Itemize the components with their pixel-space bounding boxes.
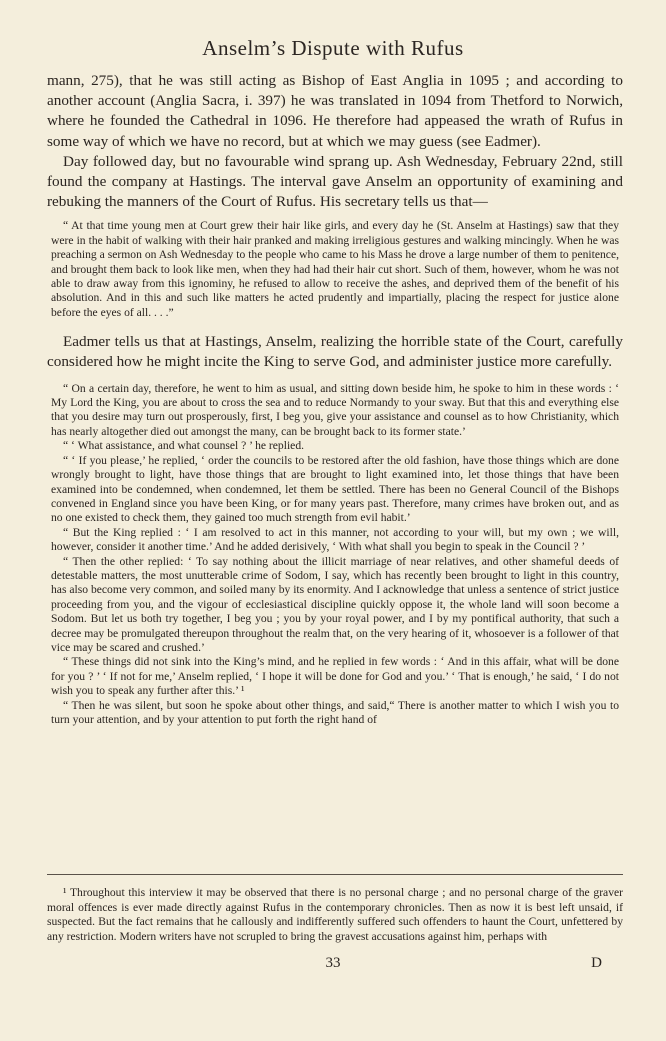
quote-paragraph: “ ‘ What assistance, and what counsel ? ’ he replied. <box>63 439 305 453</box>
block-quote-hair <box>47 219 623 320</box>
footnote <box>47 886 623 944</box>
quote-paragraph: “ Then the other replied: ‘ To say nothing about the illicit marriage of near relatives, and other shameful deeds of detestable matters, the most unutterable crime of Sodom, I say, which has recently been brought to light in this country, has also become very common, and soiled many by its enormity. And I acknowledge that unless a sentence of strict justice proceeding from you, and the vigour of ecclesiastical discipline quickly oppose it, the whole land will soon become a Sodom. But let us both try together, I beg you ; you by your royal power, and I by my pontifical authority, that such a decree may be promulgated thereupon throughout the realm that, on the very hearing of it, whosoever is a follower of that vice may be scared and crushed.’ <box>51 554 619 654</box>
quote-paragraph: “ But the King replied : ‘ I am resolved to act in this manner, not according to your will, but my own ; we will, however, consider it another time.’ And he added derisively, ‘ With what shall you begin to speak in the Council ? ’ <box>51 525 619 554</box>
quote-paragraph: “ Then he was silent, but soon he spoke about other things, and said,“ There is another matter to which I wish you to turn your attention, and by your attention to put forth the right hand of <box>51 698 619 727</box>
main-text <box>47 71 623 727</box>
page-footer <box>0 955 666 975</box>
body-paragraph-eadmer <box>47 332 623 372</box>
body-paragraphs <box>47 71 623 212</box>
paragraph-continued: mann, 275), that he was still acting as Bishop of East Anglia in 1095 ; and according to another account (Anglia Sacra, i. 397) he was translated in 1094 from Thetford to Norwich, where he founded the Cathedral in 1096. He therefore had appeased the wrath of Rufus in some way of which we have no record, but at which we may guess (see Eadmer). <box>47 72 623 150</box>
running-head: Anselm’s Dispute with Rufus <box>202 36 464 60</box>
footnote-text: ¹ Throughout this interview it may be observed that there is no personal charge ; and no personal charge of the graver moral offences is ever made directly against Rufus in the contemporary chronicles. Then as now it is best left unsaid, if suspected. But the fact remains that he callously and indifferently suffered such offenders to haunt the Court, unfettered by any restriction. Modern writers have not scrupled to bring the gravest accusations against him, perhaps with <box>47 886 623 943</box>
quote-paragraph: “ ‘ If you please,’ he replied, ‘ order the councils to be restored after the old fashion, have those things which are done wrongly brought to light, have those things that are brought to light examined into, let those things that have been examined into be condemned, when condemned, let them be settled. There has been no General Council of the Bishops convened in England since you have been King, or for many years past. Therefore, many crimes have broken out, and as no one existed to check them, they gained too much strength from evil habit.’ <box>51 453 619 525</box>
paragraph-day-followed: Day followed day, but no favourable wind sprang up. Ash Wednesday, February 22nd, still found the company at Hastings. The interval gave Anselm an opportunity of examining and rebuking the manners of the Court of Rufus. His secretary tells us that— <box>47 152 623 211</box>
block-quote-dialogue <box>47 382 623 728</box>
page-number: 33 <box>325 955 341 971</box>
signature-mark: D <box>591 955 602 971</box>
quote-paragraph: “ On a certain day, therefore, he went to him as usual, and sitting down beside him, he spoke to him in these words : ‘ My Lord the King, you are about to cross the sea and to reduce Normandy to your sway. But that this and everything else that you desire may turn out prosperously, first, I beg you, give your assistance and counsel as to how Christianity, which has nearly altogether died out amongst the many, can be brought back to its former state.’ <box>51 381 619 438</box>
footnote-divider <box>47 874 623 875</box>
quote-paragraph: “ These things did not sink into the King’s mind, and he replied in few words : ‘ And in this affair, what will be done for you ? ’ ‘ If not for me,’ Anselm replied, ‘ I hope it will be done for God and you.’ ‘ That is enough,’ he said, ‘ I do not wish you to speak any further after this.’ ¹ <box>51 655 619 698</box>
quote-paragraph: “ At that time young men at Court grew their hair like girls, and every day he (St. Anselm at Hastings) saw that they were in the habit of walking with their hair pranked and making irreligious gestures and walking mincingly. When he was preaching a sermon on Ash Wednesday to the people who came to his Mass he drove a large number of them to penitence, and brought them back to look like men, when they had had their hair cut short. Such of them, however, whom he was not able to draw away from this ignominy, he refused to allow to receive the ashes, and deprived them of the benefit of his absolution. And in this and such like matters he acted prudently and impartially, placing the respect for justice alone before the eyes of all. . . .” <box>51 219 619 319</box>
paragraph-eadmer: Eadmer tells us that at Hastings, Anselm, realizing the horrible state of the Court, carefully considered how he might incite the King to serve God, and administer justice more carefully. <box>47 333 623 371</box>
